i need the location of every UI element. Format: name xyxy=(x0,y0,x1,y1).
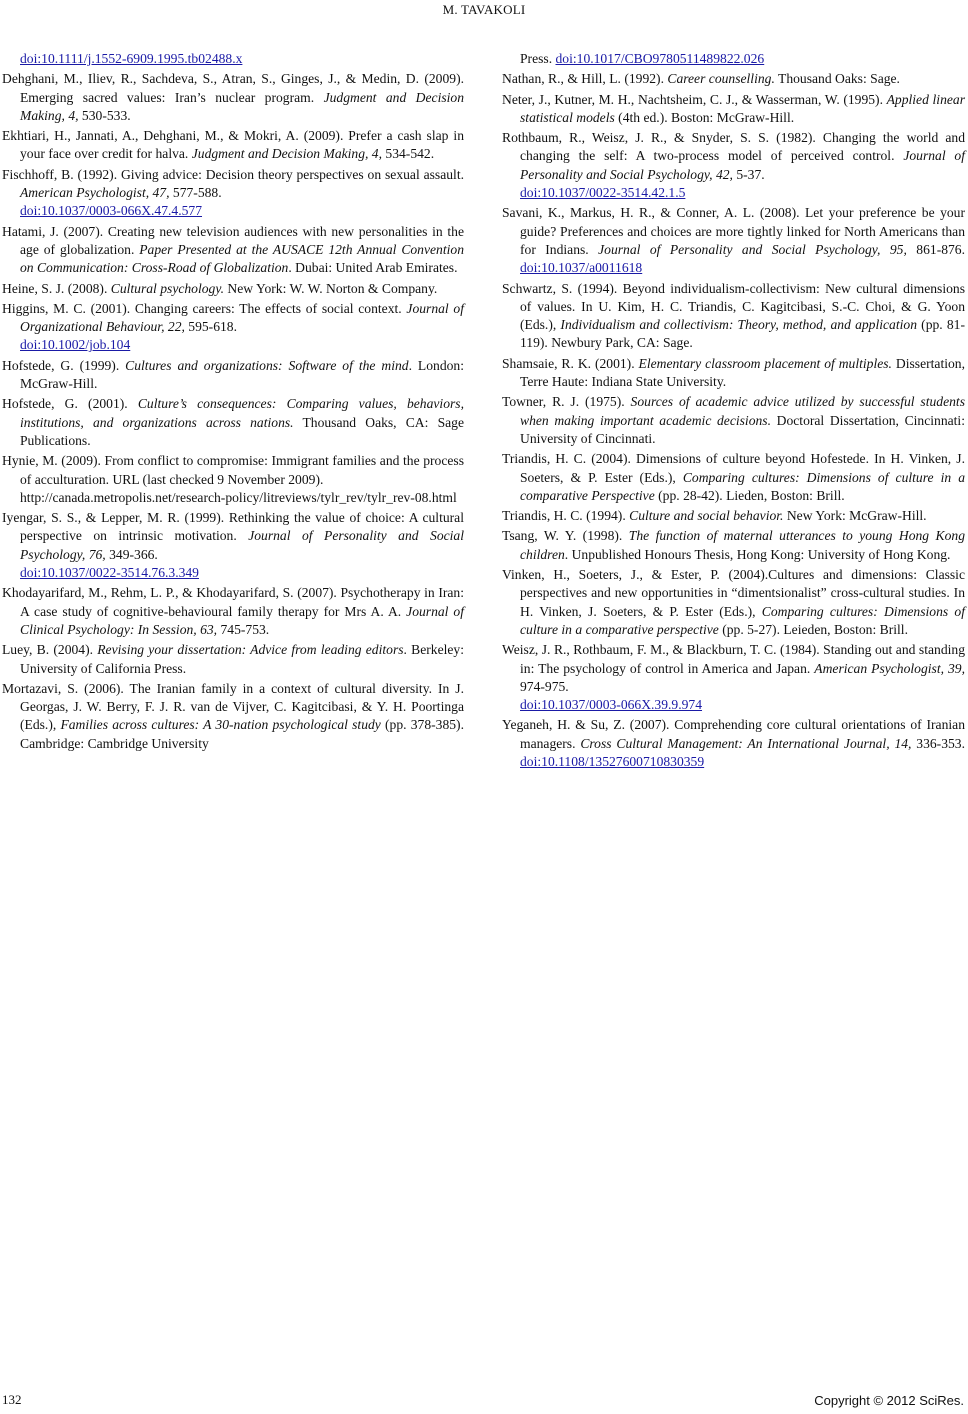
reference-entry xyxy=(2,280,464,298)
reference-text: . London: McGraw-Hill. xyxy=(20,357,464,392)
reference-title-italic: Cultures and organizations: Software of the mind xyxy=(125,357,409,373)
reference-text: Rothbaum, R., Weisz, J. R., & Snyder, S. S. (1982). Changing the world and changing the self: A two-process model of perceived control. xyxy=(502,130,965,164)
reference-text: Yeganeh, H. & Su, Z. (2007). Comprehending core cultural orientations of Iranian managers. xyxy=(502,717,965,751)
reference-text: Heine, S. J. (2008). xyxy=(2,280,111,296)
reference-text: Press. xyxy=(520,51,556,66)
reference-entry xyxy=(2,641,464,678)
reference-entry xyxy=(2,509,464,582)
reference-title-italic: Journal of Personality and Social Psychology, 42, xyxy=(520,148,965,182)
reference-title-italic: Sources of academic advice utilized by successful students when making important academic decisions. xyxy=(520,394,965,428)
doi-link[interactable]: doi:10.1002/job.104 xyxy=(20,337,131,353)
reference-text: Triandis, H. C. (2004). Dimensions of culture beyond Hofestede. In H. Vinken, J. Soeters, & P. Ester (Eds.), xyxy=(502,451,965,485)
reference-title-italic: Culture’s consequences: Comparing values, behaviors, institutions, and organizations across nations. xyxy=(20,396,464,430)
reference-entry xyxy=(2,300,464,355)
reference-text: Triandis, H. C. (1994). xyxy=(502,508,630,524)
reference-text: (pp. 5-27). Leieden, Boston: Brill. xyxy=(718,621,908,637)
reference-title-italic: The function of maternal utterances to young Hong Kong children xyxy=(520,528,965,562)
reference-text: Tsang, W. Y. (1998). xyxy=(502,528,629,544)
reference-text: Hofstede, G. (2001). xyxy=(2,396,138,412)
reference-text: Khodayarifard, M., Rehm, L. P., & Khodayarifard, S. (2007). Psychotherapy in Iran: A case study of cognitive-behavioural family therapy for Mrs A. A. xyxy=(2,585,464,619)
reference-title-italic: Journal of Organizational Behaviour, 22, xyxy=(20,300,464,335)
reference-entry xyxy=(502,716,965,771)
reference-entry xyxy=(502,393,965,448)
reference-url: http://canada.metropolis.net/research-policy/litreviews/tylr_rev/tylr_rev-08.html xyxy=(20,489,457,505)
reference-entry xyxy=(502,566,965,639)
reference-text: Hofstede, G. (1999). xyxy=(2,357,126,373)
reference-title-italic: American Psychologist, 47, xyxy=(20,185,170,201)
reference-entry xyxy=(2,357,464,394)
reference-entry xyxy=(2,395,464,450)
reference-title-italic: Cultural psychology. xyxy=(110,280,225,296)
doi-line xyxy=(20,202,464,220)
reference-entry xyxy=(502,280,965,353)
reference-text: Luey, B. (2004). xyxy=(2,642,98,658)
reference-text: Dehghani, M., Iliev, R., Sachdeva, S., Atran, S., Ginges, J., & Medin, D. (2009). Emerging sacred values: Iran’s nuclear program. xyxy=(2,71,464,105)
reference-title-italic: Comparing cultures: Dimensions of culture in a comparative Perspective xyxy=(520,469,966,503)
reference-text: Thousand Oaks: Sage. xyxy=(774,71,900,87)
reference-text: (pp. 81-119). Newbury Park, CA: Sage. xyxy=(520,317,965,351)
reference-text: Vinken, H., Soeters, J., & Ester, P. (2004).Cultures and dimensions: Classic perspectives and new opportunities in “dimentsionalist” cross-cultural studies. In H. Vinken, J. Soeters, & P. Ester (Eds.), xyxy=(502,567,965,619)
doi-link[interactable]: doi:10.1037/0003-066X.39.9.974 xyxy=(520,697,703,713)
reference-title-italic: Revising your dissertation: Advice from leading editors xyxy=(97,642,404,658)
doi-link[interactable]: doi:10.1037/0022-3514.42.1.5 xyxy=(520,185,686,201)
doi-line xyxy=(520,696,965,714)
reference-text: 534-542. xyxy=(382,146,435,162)
reference-title-italic: Journal of Personality and Social Psychology, 76, xyxy=(20,528,464,562)
reference-entry xyxy=(2,50,464,68)
doi-link[interactable]: doi:10.1037/a0011618 xyxy=(520,260,643,276)
reference-text: 349-366. xyxy=(105,546,158,562)
running-head: M. TAVAKOLI xyxy=(442,2,526,17)
doi-link[interactable]: doi:10.1037/0022-3514.76.3.349 xyxy=(20,565,199,581)
reference-text: . Unpublished Honours Thesis, Hong Kong: University of Hong Kong. xyxy=(564,546,951,562)
reference-text: Fischhoff, B. (1992). Giving advice: Decision theory perspectives on sexual assault. xyxy=(2,166,464,182)
reference-entry xyxy=(2,223,464,278)
reference-entry xyxy=(502,50,965,68)
reference-entry xyxy=(502,129,965,202)
reference-title-italic: Cross Cultural Management: An International Journal, 14, xyxy=(580,735,912,751)
reference-text: Higgins, M. C. (2001). Changing careers: The effects of social context. xyxy=(2,300,407,316)
reference-text: (4th ed.). Boston: McGraw-Hill. xyxy=(614,109,795,125)
reference-text: 595-618. xyxy=(184,319,237,335)
reference-text: 577-588. xyxy=(169,185,222,201)
reference-entry xyxy=(502,204,965,277)
reference-text: Ekhtiari, H., Jannati, A., Dehghani, M., & Mokri, A. (2009). Prefer a cash slap in your face over credit for halva. xyxy=(2,128,464,162)
reference-title-italic: American Psychologist, 39, xyxy=(814,660,965,676)
reference-title-italic: Journal of Personality and Social Psychology, 95, xyxy=(598,241,907,257)
doi-line xyxy=(20,564,464,582)
doi-link[interactable]: doi:10.1108/13527600710830359 xyxy=(520,753,705,769)
page-number: 132 xyxy=(2,1392,22,1407)
reference-title-italic: Families across cultures: A 30-nation psychological study xyxy=(60,717,381,733)
reference-title-italic: Career counselling. xyxy=(667,71,775,87)
reference-entry xyxy=(502,507,965,525)
reference-title-italic: Comparing cultures: Dimensions of culture in a comparative perspective xyxy=(520,603,965,637)
reference-text: Neter, J., Kutner, M. H., Nachtsheim, C. J., & Wasserman, W. (1995). xyxy=(502,91,887,107)
doi-line xyxy=(520,184,965,202)
reference-text: 5-37. xyxy=(732,166,765,182)
doi-line xyxy=(20,50,464,68)
reference-text: Towner, R. J. (1975). xyxy=(502,394,631,410)
reference-text: 974-975. xyxy=(520,678,569,694)
reference-text: (pp. 28-42). Lieden, Boston: Brill. xyxy=(654,487,845,503)
reference-title-italic: Applied linear statistical models xyxy=(520,91,965,125)
reference-entry xyxy=(502,70,965,88)
reference-entry xyxy=(502,450,965,505)
doi-link[interactable]: doi:10.1017/CBO9780511489822.026 xyxy=(555,51,765,66)
reference-text: 530-533. xyxy=(78,107,131,123)
reference-text: 336-353. xyxy=(911,735,965,751)
reference-text: Weisz, J. R., Rothbaum, F. M., & Blackburn, T. C. (1984). Standing out and standing in: The psychology of control in America and Japan. xyxy=(502,642,965,676)
reference-text: (pp. 378-385). Cambridge: Cambridge University xyxy=(20,717,464,751)
reference-entry xyxy=(2,452,464,507)
copyright-notice: Copyright © 2012 SciRes. xyxy=(814,1393,964,1408)
reference-title-italic: Paper Presented at the AUSACE 12th Annual Convention on Communication: Cross-Road of Globalization xyxy=(20,241,464,276)
reference-entry xyxy=(2,584,464,639)
reference-entry xyxy=(502,527,965,564)
reference-entry xyxy=(502,91,965,128)
doi-link[interactable]: doi:10.1111/j.1552-6909.1995.tb02488.x xyxy=(20,51,243,66)
doi-line xyxy=(20,336,464,354)
reference-text: Savani, K., Markus, H. R., & Conner, A. L. (2008). Let your preference be your guide? Preferences and choices are more tightly linked for North Americans than for Indians. xyxy=(502,205,965,257)
reference-text: Iyengar, S. S., & Lepper, M. R. (1999). Rethinking the value of choice: A cultural perspective on intrinsic motivation. xyxy=(2,510,464,544)
reference-title-italic: Journal of Clinical Psychology: In Session, 63, xyxy=(20,603,464,637)
reference-text: Hatami, J. (2007). Creating new television audiences with new personalities in the age of globalization. xyxy=(2,223,464,257)
reference-title-italic: Individualism and collectivism: Theory, method, and application xyxy=(560,317,917,333)
reference-title-italic: Elementary classroom placement of multiples. xyxy=(638,355,892,371)
reference-entry xyxy=(2,166,464,221)
reference-entry xyxy=(2,680,464,753)
reference-text: 745-753. xyxy=(217,621,270,637)
reference-text: Schwartz, S. (1994). Beyond individualism-collectivism: New cultural dimensions of values. In U. Kim, H. C. Triandis, C. Kagitcibasi, S.-C. Choi, & G. Yoon (Eds.), xyxy=(502,280,965,333)
reference-text: Hynie, M. (2009). From conflict to compromise: Immigrant families and the process of acculturation. URL (last checked 9 November 2009). xyxy=(2,453,464,487)
reference-text: New York: W. W. Norton & Company. xyxy=(224,280,438,296)
reference-entry xyxy=(2,127,464,164)
reference-text: Thousand Oaks, CA: Sage Publications. xyxy=(20,414,464,448)
reference-text: Shamsaie, R. K. (2001). xyxy=(502,355,639,371)
reference-text: New York: McGraw-Hill. xyxy=(783,508,927,524)
reference-entry xyxy=(502,641,965,714)
reference-title-italic: Judgment and Decision Making, 4, xyxy=(191,146,383,162)
references-right-column xyxy=(502,50,965,773)
reference-entry xyxy=(502,355,965,392)
reference-text: Mortazavi, S. (2006). The Iranian family in a context of cultural diversity. In J. Georgas, J. W. Berry, F. J. R. van de Vijver, C. Kagitcibasi, & Y. H. Poortinga (Eds.), xyxy=(2,680,464,733)
reference-text: Dissertation, Terre Haute: Indiana State University. xyxy=(520,355,965,390)
reference-text: Doctoral Dissertation, Cincinnati: University of Cincinnati. xyxy=(520,412,965,446)
doi-link[interactable]: doi:10.1037/0003-066X.47.4.577 xyxy=(20,203,203,219)
reference-title-italic: Culture and social behavior. xyxy=(629,508,784,524)
reference-text: . Dubai: United Arab Emirates. xyxy=(288,260,458,276)
reference-text: 861-876. xyxy=(906,241,966,257)
reference-title-italic: Judgment and Decision Making, 4, xyxy=(20,89,465,123)
reference-entry xyxy=(2,70,464,125)
references-left-column xyxy=(2,50,464,755)
reference-text: . Berkeley: University of California Press. xyxy=(20,642,465,676)
reference-text: Nathan, R., & Hill, L. (1992). xyxy=(502,71,668,87)
